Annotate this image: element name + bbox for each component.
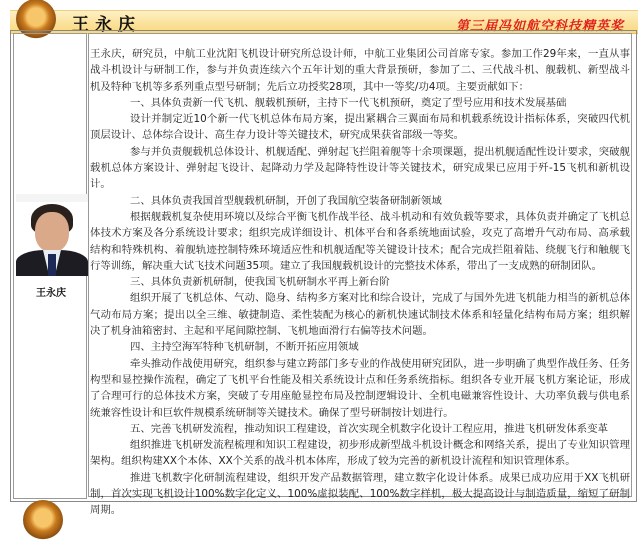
award-title: 第三届冯如航空科技精英奖 <box>455 19 624 34</box>
profile-table <box>10 30 637 517</box>
section-heading: 五、完善飞机研发流程，推动知识工程建设，首次实现全机数字化设计工程应用，推进飞机研发体系变革 <box>130 422 608 435</box>
paragraph: 推进飞机数字化研制流程建设，组织开发产品数据管理，建立数字化设计体系。成果已成功应用于XX飞机研制，首次实现飞机设计100%数字化定义、100%虚拟装配、100%数字样机，极大提高设计与制造质量，缩短了研制周期。 <box>90 471 630 517</box>
section-heading: 四、主持空海军特种飞机研制，不断开拓应用领域 <box>130 341 359 354</box>
page-title: 王永庆 <box>72 15 141 35</box>
paragraph: 设计并制定近10个新一代飞机总体布局方案，提出紧耦合三翼面布局和机载系统设计指标体系，突破四代机顶层设计、总体综合设计、高生存力设计等关键技术，研究成果获省部级一等奖。 <box>90 113 630 142</box>
paragraph: 参与并负责舰载机总体设计、机舰适配、弹射起飞拦阻着舰等十余项课题，提出机舰适配性设计要求，突破舰载机总体方案设计、弹射起飞设计、起降动力学及起降特性设计等关键技术，研究成果已应用于歼-15飞机和新机设计。 <box>90 145 630 191</box>
section-heading: 三、具体负责新机研制，使我国飞机研制水平再上新台阶 <box>130 276 390 289</box>
photo-caption: 王永庆 <box>36 288 66 299</box>
section-heading: 二、具体负责我国首型舰载机研制，开创了我国航空装备研制新领域 <box>130 194 442 207</box>
profile-cell <box>13 33 87 499</box>
portrait-photo <box>16 194 88 276</box>
biography-cell <box>88 33 632 517</box>
paragraph: 组织开展了飞机总体、气动、隐身、结构多方案对比和综合设计，完成了与国外先进飞机能力相当的新机总体气动布局方案；提出以全三维、敏捷制造、柔性装配为核心的新机快速试制技术体系和轻量化结构布局方案；组织解决了机身油箱密封、主起和平尾间隙控制、飞机地面滑行右偏等技术问题。 <box>90 292 630 338</box>
medal-icon <box>23 500 63 540</box>
intro-paragraph: 王永庆，研究员，中航工业沈阳飞机设计研究所总设计师，中航工业集团公司首席专家。参加工作29年来，一直从事战斗机设计与研制工作，参与并负责连续六个五年计划的重大背景预研，参加了二、三代战斗机、舰载机、新型战斗机及特种飞机等多系列重点型号研制；先后立功授奖28项，其中一等奖/功4项。主要贡献如下： <box>90 48 630 93</box>
paragraph: 根据舰载机复杂使用环境以及综合平衡飞机作战半径、战斗机动和有效负载等要求，具体负责并确定了飞机总体技术方案及各分系统设计要求；组织完成详细设计、机体平台和各系统地面试验，攻克了高增升气动布局、高承载结构和特殊机构、着舰轨迹控制特殊环境适应性和机舰适配等关键设计技术；配合完成拦阻着陆、绕舰飞行和触舰飞行等训练，解决重大试飞技术问题35项。建立了我国舰载机设计的完整技术体系，带出了一支成熟的研制团队。 <box>90 210 630 272</box>
paragraph: 牵头推动作战使用研究，组织参与建立跨部门多专业的作战使用研究团队，进一步明确了典型作战任务、任务构型和显控操作流程，确定了飞机平台性能及相关系统设计点和任务系统指标。组织各专业开展飞机方案论证，形成了合理可行的总体技术方案，突破了专用座舱显控布局及控制逻辑设计、全机电磁兼容性设计、大功率负载与供电系统兼容性设计和巨软件规模系统研制等关键技术。确保了型号研制按计划进行。 <box>90 357 630 419</box>
section-heading: 一、具体负责新一代飞机、舰载机预研，主持下一代飞机预研，奠定了型号应用和技术发展基础 <box>130 96 567 109</box>
paragraph: 组织推进飞机研发流程梳理和知识工程建设，初步形成新型战斗机设计概念和网络关系，提出了专业知识管理架构。组织构建XX个本体、XX个关系的战斗机本体库，形成了较为完善的新机设计流程和知识管理体系。 <box>90 439 630 468</box>
